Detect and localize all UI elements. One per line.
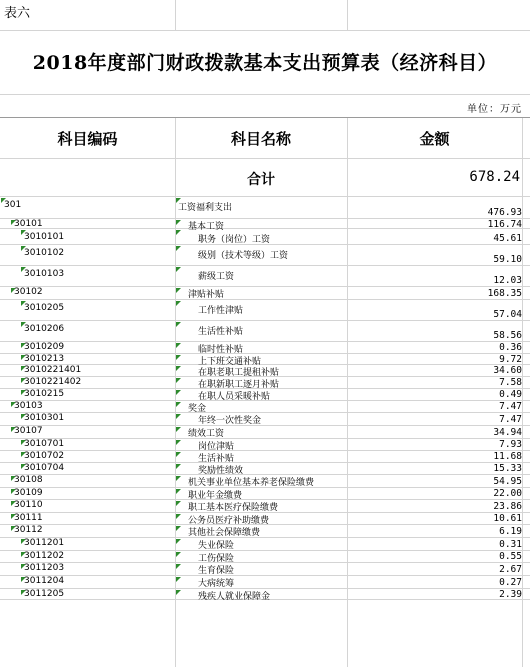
cell-marker-icon	[176, 440, 181, 445]
row-code: 3010102	[24, 248, 65, 258]
row-name: 津贴补贴	[188, 290, 225, 300]
row-name: 在职老职工提租补贴	[198, 368, 280, 378]
table-row	[0, 219, 530, 232]
header-code: 科目编码	[57, 130, 118, 148]
row-code: 30112	[14, 525, 43, 535]
table-row	[0, 525, 530, 538]
row-amount: 7.58	[499, 377, 522, 388]
unit-label: 单位：万元	[467, 104, 522, 115]
table-row	[0, 287, 530, 300]
table-row	[0, 389, 530, 401]
total-value: 678.24	[469, 169, 520, 185]
cell-marker-icon	[176, 378, 181, 383]
col-sep-top	[347, 0, 348, 30]
row-amount: 54.95	[493, 476, 522, 487]
table-row	[0, 413, 530, 426]
cell-marker-icon	[176, 414, 181, 419]
cell-marker-icon	[176, 390, 181, 395]
table-row	[0, 321, 530, 342]
row-code: 3010701	[24, 439, 65, 449]
row-code: 3010213	[24, 354, 65, 364]
row-code: 3011201	[24, 538, 65, 548]
row-code: 3010704	[24, 463, 65, 473]
table-row	[0, 513, 530, 525]
row-code: 30101	[14, 219, 43, 229]
row-name: 生活补贴	[198, 454, 235, 464]
row-amount: 34.94	[493, 427, 522, 438]
cell-marker-icon	[176, 564, 181, 569]
row-amount: 15.33	[493, 463, 522, 474]
row-name: 奖励性绩效	[198, 466, 244, 476]
cell-marker-icon	[176, 343, 181, 348]
table-row	[0, 488, 530, 500]
row-amount: 2.39	[499, 589, 522, 600]
cell-marker-icon	[176, 366, 181, 371]
row-name: 工伤保险	[198, 554, 235, 564]
row-amount: 0.27	[499, 577, 522, 588]
sheet-tag: 表六	[4, 6, 31, 21]
table-row	[0, 551, 530, 563]
row-code: 301	[4, 200, 22, 210]
table-row	[0, 439, 530, 451]
row-amount: 0.31	[499, 539, 522, 550]
cell-marker-icon	[176, 288, 181, 293]
row-code: 3011202	[24, 551, 65, 561]
row-code: 3010101	[24, 232, 65, 242]
row-name: 残疾人就业保障金	[198, 592, 271, 602]
row-name: 职工基本医疗保险缴费	[188, 503, 279, 513]
header-amount: 金额	[419, 130, 450, 148]
row-amount: 7.47	[499, 414, 522, 425]
cell-marker-icon	[176, 322, 181, 327]
row-amount: 45.61	[493, 233, 522, 244]
row-name: 职业年金缴费	[188, 491, 243, 501]
cell-marker-icon	[176, 355, 181, 360]
row-name: 在职新职工逐月补贴	[198, 380, 280, 390]
page-title: 2018年度部门财政拨款基本支出预算表（经济科目）	[32, 52, 498, 74]
table-row	[0, 401, 530, 413]
cell-marker-icon	[176, 267, 181, 272]
row-amount: 11.68	[493, 451, 522, 462]
cell-marker-icon	[176, 246, 181, 251]
cell-marker-icon	[176, 452, 181, 457]
cell-marker-icon	[176, 552, 181, 557]
row-code: 30103	[14, 401, 43, 411]
cell-marker-icon	[176, 501, 181, 506]
row-name: 公务员医疗补助缴费	[188, 516, 270, 526]
table-row	[0, 342, 530, 354]
row-code: 3010221401	[24, 365, 82, 375]
row-amount: 168.35	[487, 288, 522, 299]
row-code: 30110	[14, 500, 43, 510]
row-amount: 9.72	[499, 354, 522, 365]
table-row	[0, 463, 530, 475]
row-code: 3011203	[24, 563, 65, 573]
cell-marker-icon	[176, 526, 181, 531]
row-code: 30108	[14, 475, 43, 485]
table-row	[0, 538, 530, 551]
row-amount: 6.19	[499, 526, 522, 537]
cell-marker-icon	[176, 514, 181, 519]
row-amount: 22.00	[493, 488, 522, 499]
row-code: 3010215	[24, 389, 65, 399]
col-sep-top	[175, 0, 176, 30]
table-row	[0, 475, 530, 488]
row-amount: 2.67	[499, 564, 522, 575]
row-name: 岗位津贴	[198, 442, 235, 452]
total-label: 合计	[247, 172, 275, 188]
row-name: 工作性津贴	[198, 306, 244, 316]
row-name: 职务（岗位）工资	[198, 235, 271, 245]
row-name: 失业保险	[198, 541, 235, 551]
row-code: 30102	[14, 287, 43, 297]
row-code: 3010206	[24, 324, 65, 334]
row-code: 3011204	[24, 576, 65, 586]
row-name: 生活性补贴	[198, 327, 244, 337]
cell-marker-icon	[176, 539, 181, 544]
row-amount: 7.47	[499, 401, 522, 412]
table-row	[0, 245, 530, 266]
cell-marker-icon	[176, 427, 181, 432]
row-sep	[0, 94, 530, 95]
row-amount: 12.03	[493, 275, 522, 286]
table-row	[0, 426, 530, 439]
row-amount: 23.86	[493, 501, 522, 512]
row-name: 临时性补贴	[198, 345, 244, 355]
row-name: 大病统筹	[198, 579, 235, 589]
row-code: 30107	[14, 426, 43, 436]
cell-marker-icon	[176, 590, 181, 595]
header-name: 科目名称	[230, 130, 291, 148]
cell-marker-icon	[176, 230, 181, 235]
row-code: 3010221402	[24, 377, 82, 387]
table-row	[0, 377, 530, 389]
row-amount: 10.61	[493, 513, 522, 524]
table-row	[0, 229, 530, 245]
row-amount: 0.36	[499, 342, 522, 353]
row-amount: 0.55	[499, 551, 522, 562]
row-amount: 7.93	[499, 439, 522, 450]
table-row	[0, 451, 530, 463]
row-name: 绩效工资	[188, 429, 225, 439]
table-row	[0, 589, 530, 600]
table-row	[0, 365, 530, 377]
cell-marker-icon	[176, 402, 181, 407]
row-amount: 0.49	[499, 389, 522, 400]
row-name: 年终一次性奖金	[198, 416, 262, 426]
row-amount: 34.60	[493, 365, 522, 376]
row-name: 基本工资	[188, 222, 225, 232]
cell-marker-icon	[176, 464, 181, 469]
row-amount: 58.56	[493, 330, 522, 341]
row-name: 上下班交通补贴	[198, 357, 262, 367]
table-row	[0, 500, 530, 513]
row-code: 30109	[14, 488, 43, 498]
row-name: 其他社会保障缴费	[188, 528, 261, 538]
row-code: 3010702	[24, 451, 65, 461]
row-code: 30111	[14, 513, 43, 523]
table-row	[0, 266, 530, 287]
table-row	[0, 354, 530, 365]
table-row	[0, 300, 530, 321]
row-name: 机关事业单位基本养老保险缴费	[188, 478, 315, 488]
row-code: 3010301	[24, 413, 65, 423]
cell-marker-icon	[176, 577, 181, 582]
row-code: 3011205	[24, 589, 65, 599]
cell-marker-icon	[176, 301, 181, 306]
row-code: 3010205	[24, 303, 65, 313]
row-name: 生育保险	[198, 566, 235, 576]
table-row	[0, 197, 530, 219]
row-sep	[0, 117, 530, 118]
row-name: 薪级工资	[198, 272, 235, 282]
row-amount: 57.04	[493, 309, 522, 320]
row-amount: 59.10	[493, 254, 522, 265]
cell-marker-icon	[176, 489, 181, 494]
row-code: 3010103	[24, 269, 65, 279]
row-name: 奖金	[188, 404, 207, 414]
row-code: 3010209	[24, 342, 65, 352]
row-name: 在职人员采暖补贴	[198, 392, 271, 402]
cell-marker-icon	[176, 476, 181, 481]
row-amount: 116.74	[487, 219, 522, 230]
cell-marker-icon	[176, 220, 181, 225]
table-row	[0, 576, 530, 589]
table-row	[0, 563, 530, 576]
row-sep	[0, 30, 530, 31]
row-sep	[0, 158, 530, 159]
row-amount: 476.93	[487, 207, 522, 218]
row-name: 级别（技术等级）工资	[198, 251, 289, 261]
row-name: 工资福利支出	[178, 203, 233, 213]
